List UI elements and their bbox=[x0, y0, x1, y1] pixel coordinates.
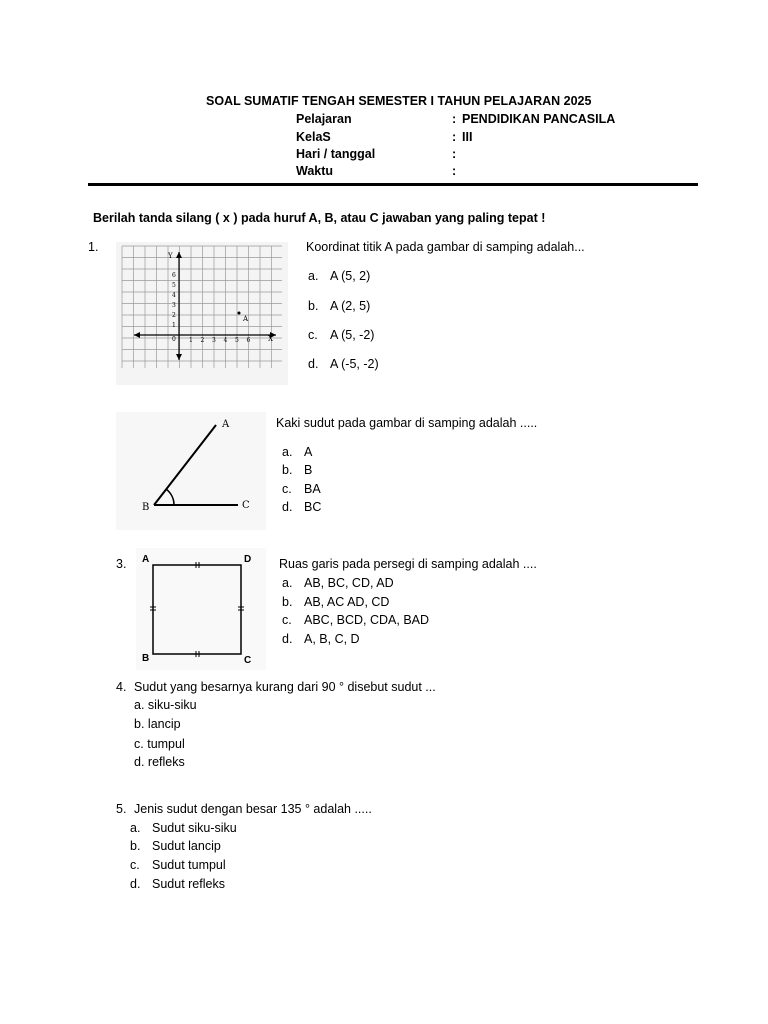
point-a-dot bbox=[238, 312, 241, 315]
square-label-c: C bbox=[244, 655, 252, 666]
question-5-option-a[interactable] bbox=[130, 821, 237, 835]
y-tick-label: 1 bbox=[172, 322, 176, 329]
option-text: A (2, 5) bbox=[330, 299, 371, 313]
header-value-class: III bbox=[462, 130, 473, 144]
square-figure bbox=[136, 548, 266, 670]
header-sep-class: : bbox=[452, 130, 457, 144]
option-letter: c. bbox=[282, 613, 292, 627]
option-letter: b. bbox=[282, 595, 293, 609]
question-1-option-a[interactable] bbox=[308, 269, 370, 283]
y-tick-label: 5 bbox=[172, 282, 176, 289]
question-5-text: Jenis sudut dengan besar 135 ° adalah ..... bbox=[134, 802, 372, 816]
question-3-number: 3. bbox=[116, 557, 127, 571]
option-letter: b. bbox=[134, 717, 145, 731]
instruction-text: Berilah tanda silang ( x ) pada huruf A, B, atau C jawaban yang paling tepat ! bbox=[93, 211, 546, 225]
option-text: A (5, -2) bbox=[330, 328, 375, 342]
option-letter: d. bbox=[130, 877, 141, 891]
y-axis-arrow-down bbox=[176, 354, 182, 360]
header-sep-subject: : bbox=[452, 112, 457, 126]
option-letter: c. bbox=[130, 858, 140, 872]
option-letter: b. bbox=[130, 839, 141, 853]
x-tick-label: 2 bbox=[200, 337, 205, 344]
question-4-option-a[interactable] bbox=[134, 698, 197, 712]
square-label-d: D bbox=[244, 554, 252, 565]
question-5-number: 5. bbox=[116, 802, 127, 816]
option-text: A bbox=[304, 445, 313, 459]
option-letter: d. bbox=[282, 632, 293, 646]
question-1-option-d[interactable] bbox=[308, 357, 379, 371]
question-2-option-b[interactable] bbox=[282, 463, 312, 477]
option-letter: b. bbox=[308, 299, 319, 313]
option-letter: b. bbox=[282, 463, 293, 477]
question-5-option-d[interactable] bbox=[130, 877, 225, 891]
option-text: siku-siku bbox=[147, 698, 197, 712]
question-2-option-d[interactable] bbox=[282, 500, 321, 514]
y-tick-label: 6 bbox=[172, 272, 176, 279]
option-text: B bbox=[304, 463, 313, 477]
option-text: lancip bbox=[147, 717, 181, 731]
x-tick-label: 1 bbox=[189, 337, 193, 344]
x-axis-label: X bbox=[268, 335, 273, 343]
option-letter: d. bbox=[308, 357, 319, 371]
question-3-text: Ruas garis pada persegi di samping adalah .... bbox=[279, 557, 537, 571]
option-text: tumpul bbox=[147, 737, 185, 751]
header-label-subject: Pelajaran bbox=[296, 112, 352, 126]
square-shape bbox=[153, 565, 241, 654]
angle-label-a: A bbox=[222, 419, 230, 430]
x-tick-label: 5 bbox=[235, 337, 239, 344]
angle-arc bbox=[166, 489, 174, 505]
angle-label-b: B bbox=[142, 502, 150, 513]
coordinate-grid-svg bbox=[116, 242, 288, 385]
question-4-number: 4. bbox=[116, 680, 127, 694]
option-letter: c. bbox=[282, 482, 292, 496]
question-3-option-a[interactable] bbox=[282, 576, 394, 590]
angle-svg bbox=[116, 412, 266, 530]
option-letter: c. bbox=[308, 328, 318, 342]
option-letter: a. bbox=[282, 445, 293, 459]
option-letter: c. bbox=[134, 737, 144, 751]
header-label-time: Waktu bbox=[296, 164, 334, 178]
x-tick-label: 4 bbox=[223, 337, 228, 344]
option-letter: a. bbox=[130, 821, 141, 835]
question-5-option-c[interactable] bbox=[130, 858, 226, 872]
option-text: A (5, 2) bbox=[330, 269, 371, 283]
option-text: Sudut siku-siku bbox=[152, 821, 237, 835]
option-text: refleks bbox=[147, 755, 185, 769]
square-svg bbox=[136, 548, 266, 670]
option-text: A (-5, -2) bbox=[330, 357, 379, 371]
coordinate-grid-figure bbox=[116, 242, 288, 385]
y-axis-label: Y bbox=[168, 252, 173, 260]
y-tick-label: 4 bbox=[172, 292, 176, 299]
question-3-option-d[interactable] bbox=[282, 632, 360, 646]
question-1-option-b[interactable] bbox=[308, 299, 370, 313]
option-text: A, B, C, D bbox=[304, 632, 360, 646]
question-1-number: 1. bbox=[88, 240, 99, 254]
square-label-a: A bbox=[142, 554, 150, 565]
ray-ba bbox=[154, 425, 216, 505]
exam-title: SOAL SUMATIF TENGAH SEMESTER I TAHUN PELAJARAN 2025 bbox=[206, 94, 592, 108]
square-label-b: B bbox=[142, 653, 150, 664]
question-3-option-b[interactable] bbox=[282, 595, 389, 609]
question-1-text: Koordinat titik A pada gambar di samping adalah... bbox=[306, 240, 585, 254]
question-4-option-c[interactable] bbox=[134, 737, 185, 751]
header-sep-date: : bbox=[452, 147, 457, 161]
option-letter: a. bbox=[134, 698, 145, 712]
question-4-option-d[interactable] bbox=[134, 755, 185, 769]
question-3-option-c[interactable] bbox=[282, 613, 429, 627]
x-tick-label: 3 bbox=[212, 337, 216, 344]
option-text: Sudut lancip bbox=[152, 839, 221, 853]
header-divider bbox=[88, 183, 698, 186]
option-text: Sudut refleks bbox=[152, 877, 225, 891]
x-tick-label: 6 bbox=[246, 337, 251, 344]
x-axis-arrow-left bbox=[134, 332, 140, 338]
y-axis-arrow-up bbox=[176, 252, 182, 258]
square-tick-marks bbox=[150, 562, 244, 657]
question-5-option-b[interactable] bbox=[130, 839, 221, 853]
origin-label: 0 bbox=[172, 336, 176, 343]
option-text: BA bbox=[304, 482, 321, 496]
option-letter: a. bbox=[308, 269, 319, 283]
header-label-class: KelaS bbox=[296, 130, 331, 144]
header-label-date: Hari / tanggal bbox=[296, 147, 376, 161]
angle-label-c: C bbox=[242, 500, 250, 511]
option-letter: d. bbox=[134, 755, 145, 769]
option-letter: d. bbox=[282, 500, 293, 514]
header-sep-time: : bbox=[452, 164, 457, 178]
option-letter: a. bbox=[282, 576, 293, 590]
option-text: AB, BC, CD, AD bbox=[304, 576, 394, 590]
y-tick-label: 2 bbox=[172, 312, 176, 319]
question-4-option-b[interactable] bbox=[134, 717, 181, 731]
question-2-text: Kaki sudut pada gambar di samping adalah ..... bbox=[276, 416, 538, 430]
question-4-text: Sudut yang besarnya kurang dari 90 ° disebut sudut ... bbox=[134, 680, 436, 694]
angle-figure bbox=[116, 412, 266, 530]
question-2-option-a[interactable] bbox=[282, 445, 312, 459]
option-text: ABC, BCD, CDA, BAD bbox=[304, 613, 430, 627]
y-tick-label: 3 bbox=[172, 302, 176, 309]
question-1-option-c[interactable] bbox=[308, 328, 374, 342]
option-text: Sudut tumpul bbox=[152, 858, 226, 872]
header-value-subject: PENDIDIKAN PANCASILA bbox=[462, 112, 616, 126]
question-2-option-c[interactable] bbox=[282, 482, 321, 496]
option-text: BC bbox=[304, 500, 322, 514]
option-text: AB, AC AD, CD bbox=[304, 595, 390, 609]
point-a-label: A bbox=[243, 315, 249, 323]
